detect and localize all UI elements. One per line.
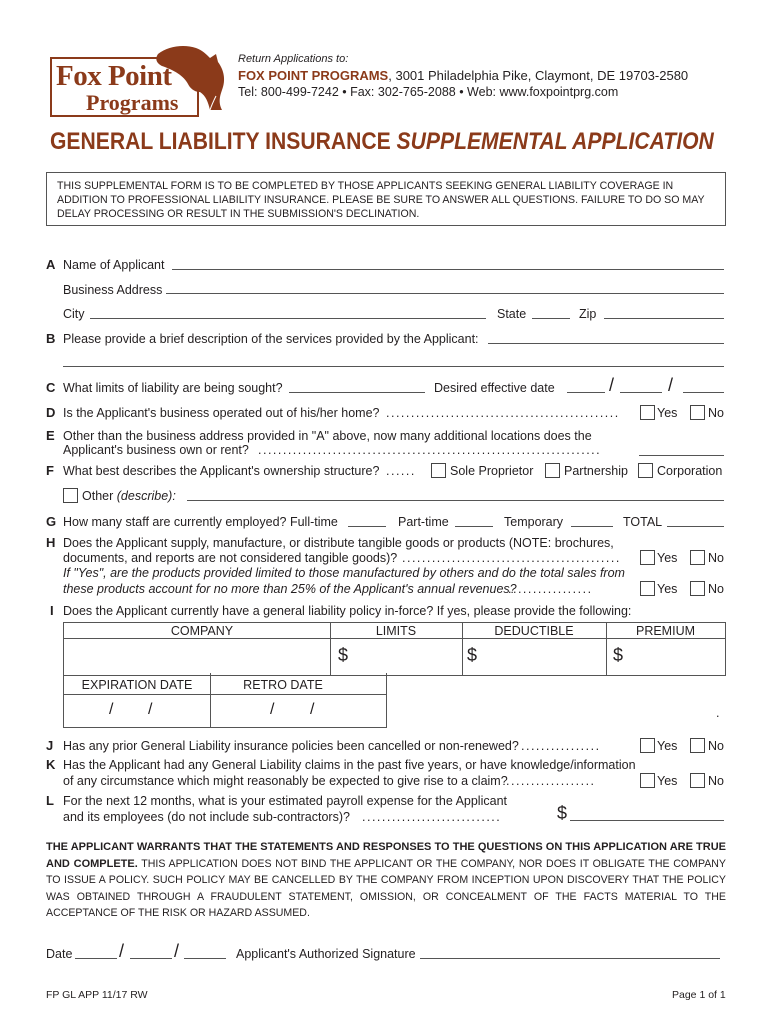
state-field[interactable] — [532, 318, 570, 319]
limits-label: What limits of liability are being sought? — [63, 381, 283, 395]
other-checkbox[interactable] — [63, 488, 78, 503]
date-slash: / — [119, 941, 125, 961]
title-italic: SUPPLEMENTAL APPLICATION — [396, 128, 714, 155]
total-label: TOTAL — [623, 515, 663, 529]
locations-field[interactable] — [639, 455, 724, 456]
full-time-field[interactable] — [348, 526, 386, 527]
company-cell[interactable] — [64, 639, 330, 675]
section-c-letter: C — [46, 380, 56, 395]
leader-dots: ............................................... — [386, 406, 620, 420]
date-label: Date — [46, 947, 73, 961]
sign-date-month[interactable] — [75, 958, 117, 959]
locations-label-1: Other than the business address provided in "A" above, now many additional locations does the — [63, 429, 592, 443]
section-e-letter: E — [46, 428, 55, 443]
zip-label: Zip — [579, 307, 597, 321]
premium-cell[interactable]: $ — [613, 645, 624, 665]
effective-date-day[interactable] — [620, 392, 662, 393]
notice-box — [46, 172, 726, 226]
section-f-letter: F — [46, 463, 54, 478]
city-field[interactable] — [90, 318, 486, 319]
deductible-cell[interactable]: $ — [467, 645, 478, 665]
sign-date-year[interactable] — [184, 958, 226, 959]
yes-label: Yes — [657, 551, 678, 565]
col-limits: LIMITS — [375, 624, 417, 638]
title-main: GENERAL LIABILITY INSURANCE — [50, 128, 397, 155]
return-address — [238, 68, 688, 83]
claims-label-1: Has the Applicant had any General Liability claims in the past five years, or have knowledge/information — [63, 758, 636, 772]
corporation-label: Corporation — [657, 464, 723, 478]
products-limited-yes-checkbox[interactable] — [640, 581, 655, 596]
date-slash: / — [609, 375, 615, 395]
no-label: No — [708, 406, 724, 420]
part-time-field[interactable] — [455, 526, 493, 527]
return-label: Return Applications to: — [238, 53, 349, 65]
section-j-letter: J — [46, 738, 54, 753]
temporary-field[interactable] — [571, 526, 613, 527]
company-address: , 3001 Philadelphia Pike, Claymont, DE 19703-2580 — [388, 68, 689, 83]
sole-proprietor-label: Sole Proprietor — [450, 464, 534, 478]
effective-date-year[interactable] — [683, 392, 724, 393]
tangible-goods-label-1: Does the Applicant supply, manufacture, or distribute tangible goods or products (NOTE: brochures, — [63, 536, 614, 550]
effective-date-month[interactable] — [567, 392, 605, 393]
no-label: No — [708, 551, 724, 565]
payroll-currency: $ — [557, 803, 568, 823]
limits-cell[interactable]: $ — [338, 645, 349, 665]
section-d-letter: D — [46, 405, 56, 420]
cancelled-label: Has any prior General Liability insurance policies been cancelled or non-renewed? — [63, 739, 519, 753]
section-i-letter: I — [50, 603, 54, 618]
leader-dots: ................ — [521, 739, 601, 753]
warranty-bold: THE APPLICANT WARRANTS THAT THE STATEMENTS AND RESPONSES TO THE QUESTIONS ON THIS APPLICATION ARE TRUE AND COMPLETE. — [46, 841, 726, 870]
claims-label-2: of any circumstance which might reasonably be expected to give rise to a claim? — [63, 774, 508, 788]
partnership-checkbox[interactable] — [545, 463, 560, 478]
staff-full-time-label: How many staff are currently employed? Full-time — [63, 515, 338, 529]
section-b-letter: B — [46, 331, 56, 346]
claims-no-checkbox[interactable] — [690, 773, 705, 788]
section-k-letter: K — [46, 757, 56, 772]
corporation-checkbox[interactable] — [638, 463, 653, 478]
section-h-letter: H — [46, 535, 56, 550]
col-retro: RETRO DATE — [243, 678, 323, 692]
limits-field[interactable] — [289, 392, 425, 393]
yes-label: Yes — [657, 774, 678, 788]
city-label: City — [63, 307, 85, 321]
logo-text-1: Fox Point — [56, 60, 172, 92]
tangible-goods-yes-checkbox[interactable] — [640, 550, 655, 565]
policy-table — [63, 622, 726, 676]
total-field[interactable] — [667, 526, 724, 527]
name-of-applicant-label: Name of Applicant — [63, 258, 165, 272]
tangible-goods-no-checkbox[interactable] — [690, 550, 705, 565]
state-label: State — [497, 307, 527, 321]
services-description-field[interactable] — [488, 343, 724, 344]
period-mark: . — [716, 706, 720, 720]
cancelled-no-checkbox[interactable] — [690, 738, 705, 753]
home-business-yes-checkbox[interactable] — [640, 405, 655, 420]
payroll-label-2: and its employees (do not include sub-contractors)? — [63, 810, 350, 824]
leader-dots: ................. — [508, 582, 593, 596]
warranty-rest: THIS APPLICATION DOES NOT BIND THE APPLICANT OR THE COMPANY, NOR DOES IT OBLIGATE THE COMPANY TO ISSUE A POLICY. SUCH POLICY MAY BE CANCELLED BY THE COMPANY FROM INCEPTION UPON DISCOVERY THAT THE POLICY WAS OBTAINED THROUGH A FRAUDULENT STATEMENT, OMISSION, OR CONCEALMENT OF THE FACTS MATERIAL TO THE ACCEPTANCE OF THE RISK OR HAZARD ASSUMED. — [46, 857, 727, 919]
no-label: No — [708, 774, 724, 788]
no-label: No — [708, 582, 724, 596]
yes-label: Yes — [657, 406, 678, 420]
locations-label-2: Applicant's business own or rent? — [63, 443, 249, 457]
part-time-label: Part-time — [398, 515, 449, 529]
leader-dots: ...... — [386, 464, 416, 478]
sole-proprietor-checkbox[interactable] — [431, 463, 446, 478]
products-limited-no-checkbox[interactable] — [690, 581, 705, 596]
col-expiration: EXPIRATION DATE — [81, 678, 193, 692]
other-label — [82, 489, 176, 503]
products-limited-label-1: If "Yes", are the products provided limited to those manufactured by others and do the total sales from — [63, 566, 625, 580]
temporary-label: Temporary — [504, 515, 564, 529]
yes-label: Yes — [657, 739, 678, 753]
other-describe-field[interactable] — [187, 500, 724, 501]
date-slash: / — [148, 701, 153, 718]
logo-text-2: Programs — [86, 90, 179, 115]
col-premium: PREMIUM — [635, 624, 696, 638]
payroll-label-1: For the next 12 months, what is your estimated payroll expense for the Applicant — [63, 794, 507, 808]
page-number: Page 1 of 1 — [672, 989, 726, 1001]
leader-dots: ............................................ — [402, 551, 621, 565]
section-g-letter: G — [46, 514, 57, 529]
leader-dots: ............................ — [362, 810, 502, 824]
other-describe-text: (describe): — [116, 489, 176, 503]
date-slash: / — [668, 375, 674, 395]
zip-field[interactable] — [604, 318, 724, 319]
contact-info: Tel: 800-499-7242 • Fax: 302-765-2088 • Web: www.foxpointprg.com — [238, 85, 619, 99]
no-label: No — [708, 739, 724, 753]
business-address-field[interactable] — [166, 293, 724, 294]
signature-field[interactable] — [420, 958, 720, 959]
warranty-text — [46, 839, 726, 922]
business-address-label: Business Address — [63, 283, 163, 297]
claims-yes-checkbox[interactable] — [640, 773, 655, 788]
logo — [50, 44, 232, 118]
effective-date-label: Desired effective date — [434, 381, 555, 395]
payroll-field[interactable] — [570, 820, 724, 821]
home-business-no-checkbox[interactable] — [690, 405, 705, 420]
name-of-applicant-field[interactable] — [172, 269, 724, 270]
services-description-field-2[interactable] — [63, 366, 724, 367]
services-description-label: Please provide a brief description of the services provided by the Applicant: — [63, 332, 479, 346]
page-title — [50, 128, 714, 156]
partnership-label: Partnership — [564, 464, 628, 478]
cancelled-yes-checkbox[interactable] — [640, 738, 655, 753]
signature-label: Applicant's Authorized Signature — [236, 947, 416, 961]
other-text: Other — [82, 489, 114, 503]
section-l-letter: L — [46, 793, 54, 808]
date-slash: / — [310, 701, 315, 718]
products-limited-label-2: these products account for no more than 25% of the Applicant's annual revenues? — [63, 582, 517, 596]
yes-label: Yes — [657, 582, 678, 596]
date-slash: / — [174, 941, 180, 961]
policy-in-force-label: Does the Applicant currently have a general liability policy in-force? If yes, please provide the following: — [63, 604, 632, 618]
col-company: COMPANY — [170, 624, 234, 638]
leader-dots: .................. — [506, 774, 596, 788]
form-id: FP GL APP 11/17 RW — [46, 989, 148, 1001]
company-name: FOX POINT PROGRAMS — [238, 68, 389, 83]
sign-date-day[interactable] — [130, 958, 172, 959]
date-slash: / — [109, 701, 114, 718]
expiration-date-cell[interactable] — [64, 695, 210, 727]
tangible-goods-label-2: documents, and reports are not considered tangible goods)? — [63, 551, 398, 565]
home-business-label: Is the Applicant's business operated out of his/her home? — [63, 406, 380, 420]
policy-dates-table — [63, 673, 387, 728]
ownership-label: What best describes the Applicant's ownership structure? — [63, 464, 380, 478]
section-a-letter: A — [46, 257, 56, 272]
notice-text: THIS SUPPLEMENTAL FORM IS TO BE COMPLETED BY THOSE APPLICANTS SEEKING GENERAL LIABILITY COVERAGE IN ADDITION TO PROFESSIONAL LIABILITY INSURANCE. PLEASE BE SURE TO ANSWER ALL QUESTIONS. FAILURE TO DO SO MAY DELAY PROCESSING OR RESULT IN THE SUBMISSION'S DECLINATION. — [57, 180, 705, 220]
col-deductible: DEDUCTIBLE — [494, 624, 574, 638]
retro-date-cell[interactable] — [210, 695, 386, 727]
leader-dots: ..................................................................... — [258, 443, 602, 457]
date-slash: / — [270, 701, 275, 718]
